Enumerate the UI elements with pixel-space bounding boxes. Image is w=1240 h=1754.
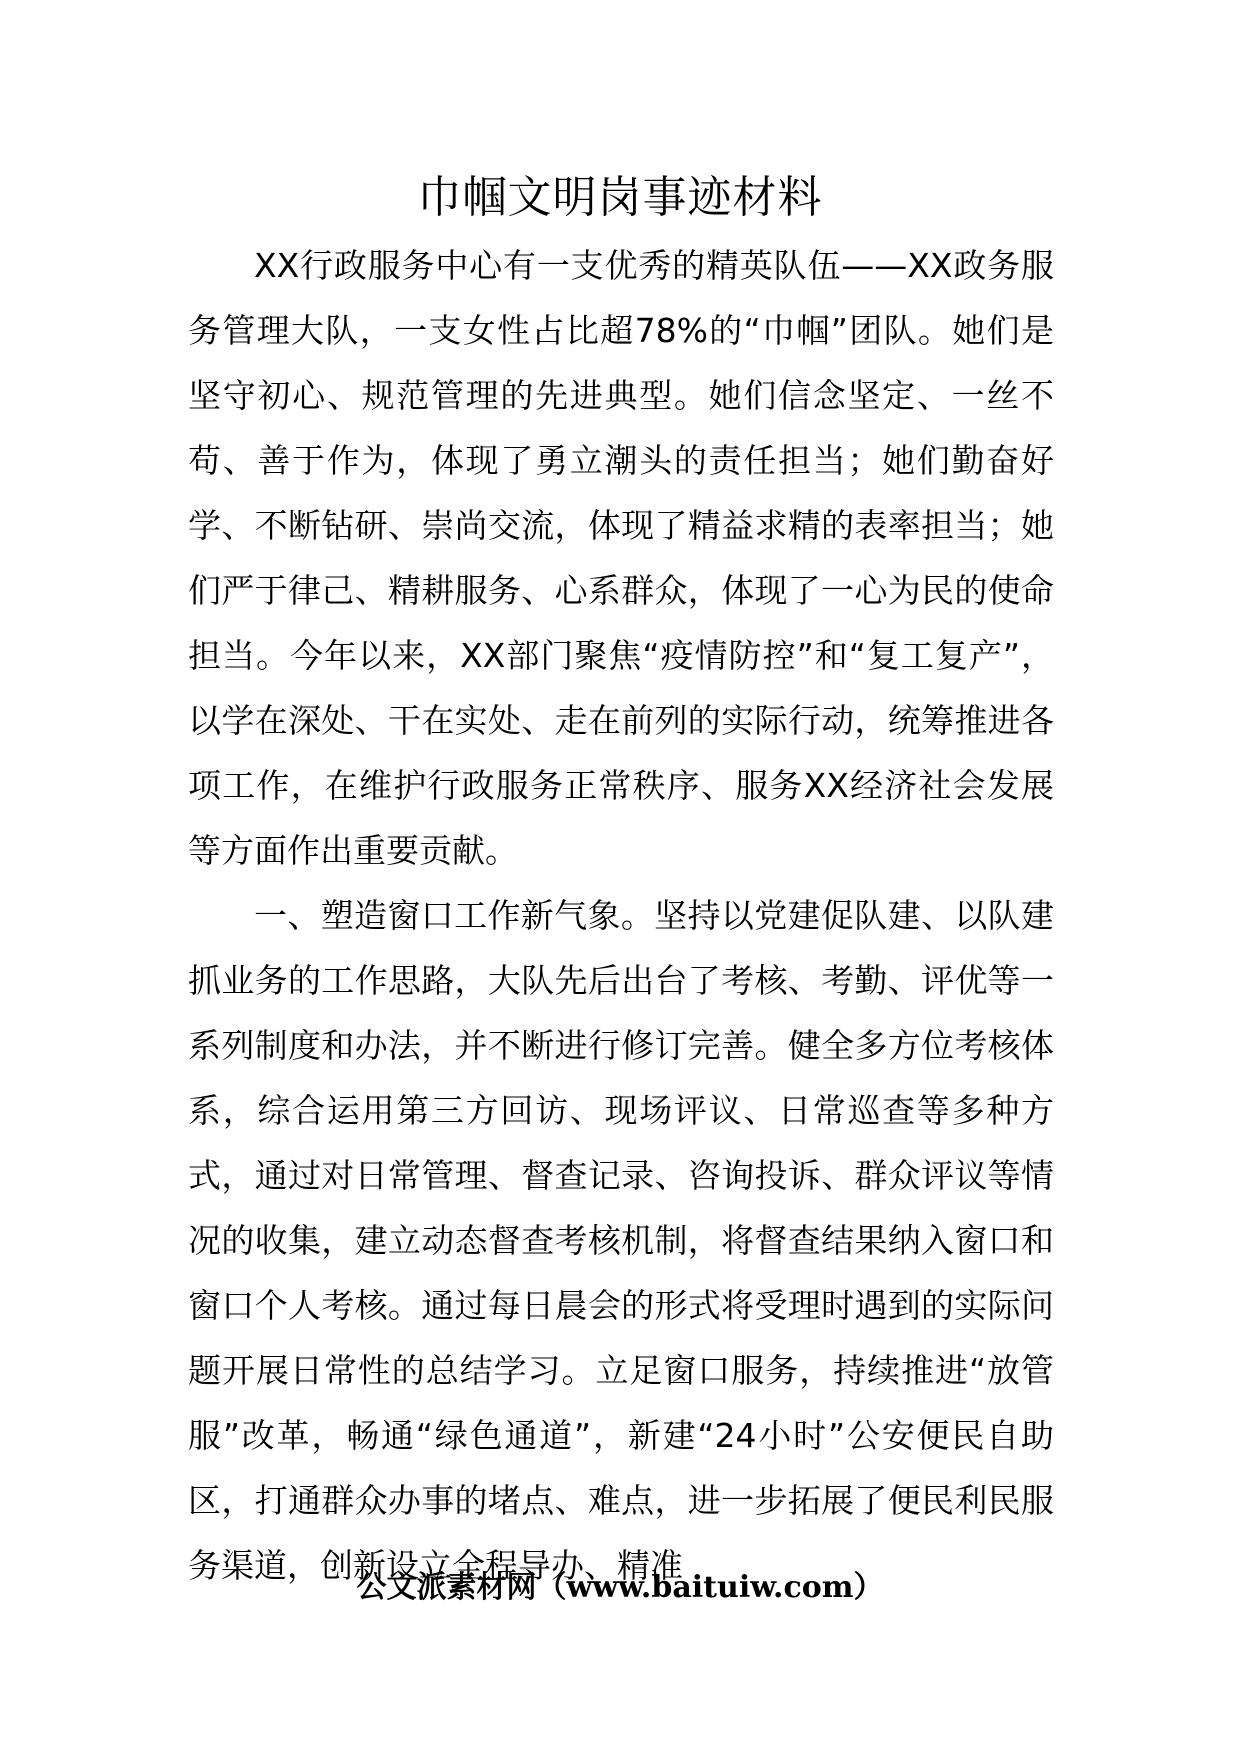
paragraph-section-one: 一、塑造窗口工作新气象。坚持以党建促队建、以队建抓业务的工作思路，大队先后出台了考核、考勤、评优等一系列制度和办法，并不断进行修订完善。健全多方位考核体系，综合运用第三方回访、现场评议、日常巡查等多种方式，通过对日常管理、督查记录、咨询投诉、群众评议等情况的收集，建立动态督查考核机制，将督查结果纳入窗口和窗口个人考核。通过每日晨会的形式将受理时遇到的实际问题开展日常性的总结学习。立足窗口服务，持续推进“放管服”改革，畅通“绿色通道”，新建“24小时”公安便民自助区，打通群众办事的堵点、难点，进一步拓展了便民利民服务渠道，创新设立全程导办、精准: [188, 896, 1054, 1585]
footer-source-text: 公文派素材网（www.baituiw.com）: [356, 1570, 884, 1605]
paragraph-intro: XX行政服务中心有一支优秀的精英队伍——XX政务服务管理大队，一支女性占比超78%的“巾帼”团队。她们是坚守初心、规范管理的先进典型。她们信念坚定、一丝不苟、善于作为，体现了勇立潮头的责任担当；她们勤奋好学、不断钻研、崇尚交流，体现了精益求精的表率担当；她们严于律己、精耕服务、心系群众，体现了一心为民的使命担当。今年以来，XX部门聚焦“疫情防控”和“复工复产”，以学在深处、干在实处、走在前列的实际行动，统筹推进各项工作，在维护行政服务正常秩序、服务XX经济社会发展等方面作出重要贡献。: [188, 246, 1054, 870]
document-title: 巾帼文明岗事迹材料: [417, 172, 823, 223]
document-body: [188, 233, 1054, 1598]
